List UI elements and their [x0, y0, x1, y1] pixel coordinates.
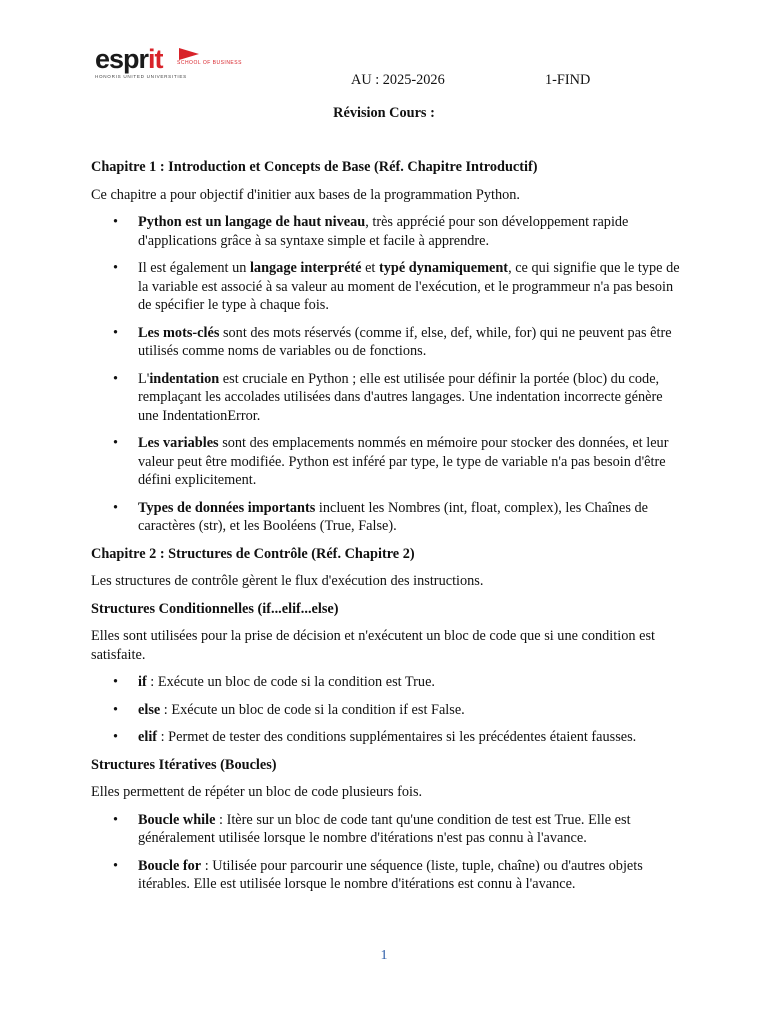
bullet-bold-text: Boucle for: [138, 857, 202, 874]
bullet-text: : Utilisée pour parcourir une séquence (liste, tuple, chaîne) ou d'autres objets itérables. Elle est utilisée lorsque le nombre d'itérations est connu à l'avance.: [138, 857, 643, 892]
list-item: [91, 213, 681, 250]
bullet-text: : Permet de tester des conditions supplémentaires si les précédentes étaient fausses.: [157, 729, 637, 745]
page-number: 1: [380, 948, 388, 963]
bullet-icon: •: [113, 214, 119, 230]
bullet-icon: •: [113, 729, 119, 745]
conditional-list: [91, 673, 681, 747]
chapter2-intro: Les structures de contrôle gèrent le flux d'exécution des instructions.: [91, 573, 484, 589]
chapter1-intro: Ce chapitre a pour objectif d'initier aux bases de la programmation Python.: [91, 186, 520, 203]
bullet-text: : Exécute un bloc de code si la condition est True.: [146, 674, 435, 690]
bullet-icon: •: [113, 435, 119, 451]
list-item: [91, 434, 681, 490]
chapter2-heading: Chapitre 2 : Structures de Contrôle (Réf. Chapitre 2): [91, 545, 415, 562]
logo-flag-icon: [179, 48, 199, 60]
bullet-bold-text: if: [138, 674, 147, 690]
list-item: [91, 370, 681, 426]
logo-school-text: SCHOOL OF BUSINESS: [177, 60, 242, 66]
list-item: [91, 259, 681, 315]
bullet-icon: •: [113, 370, 119, 387]
bullet-text: : Exécute un bloc de code si la condition if est False.: [160, 701, 465, 718]
bullet-bold-text: elif: [138, 729, 158, 745]
bullet-bold-text: Boucle while: [138, 811, 216, 828]
bullet-bold-text: langage interprété: [249, 260, 362, 276]
bullet-text: Il est également un: [138, 260, 250, 276]
bullet-icon: •: [113, 324, 119, 341]
academic-year: AU : 2025-2026: [351, 72, 445, 88]
bullet-text: est cruciale en Python ; elle est utilisée pour définir la portée (bloc) du code, remplaçant les accolades utilisées dans d'autres langages. Une indentation incorrecte génère une IndentationError.: [138, 370, 663, 424]
bullet-text: sont des mots réservés (comme if, else, def, while, for) qui ne peuvent pas être utilisés comme noms de variables ou de fonctions.: [138, 324, 672, 359]
bullet-icon: •: [113, 811, 119, 828]
bullet-bold-text: Les mots-clés: [138, 324, 220, 341]
logo-tagline: HONORIS UNITED UNIVERSITIES: [95, 74, 187, 79]
chapter1-list: [91, 213, 681, 536]
bullet-text: et: [361, 260, 379, 276]
bullet-bold-text: indentation: [149, 370, 220, 387]
conditional-intro: Elles sont utilisées pour la prise de décision et n'exécutent un bloc de code que si une condition est satisfaite.: [91, 628, 655, 663]
bullet-text: L': [138, 370, 150, 387]
iterative-list: [91, 811, 681, 894]
list-item: [91, 811, 681, 848]
bullet-bold-text: Python est un langage de haut niveau: [138, 214, 366, 230]
bullet-text: : Itère sur un bloc de code tant qu'une condition de test est True. Elle est généralement utilisée lorsque le nombre d'itérations n'est pas connu à l'avance.: [138, 811, 631, 846]
bullet-text: , très apprécié pour son développement rapide d'applications grâce à sa syntaxe simple et facile à apprendre.: [138, 214, 629, 249]
conditional-heading: Structures Conditionnelles (if...elif...else): [91, 600, 339, 617]
bullet-icon: •: [113, 701, 119, 718]
list-item: [91, 673, 681, 692]
esprit-logo: [95, 44, 242, 82]
document-body: [91, 158, 681, 903]
page-title: Révision Cours :: [333, 105, 435, 121]
bullet-text: sont des emplacements nommés en mémoire pour stocker des données, et leur valeur peut être modifiée. Python est inféré par type, le type de variable n'a pas besoin d'être défini explicitement.: [138, 435, 669, 488]
bullet-bold-text: else: [138, 701, 161, 718]
list-item: [91, 857, 681, 894]
bullet-icon: •: [113, 499, 119, 516]
list-item: [91, 499, 681, 536]
bullet-bold-text: Les variables: [138, 435, 219, 451]
bullet-text: incluent les Nombres (int, float, complex), les Chaînes de caractères (str), et les Booléens (True, False).: [138, 499, 648, 534]
bullet-text: , ce qui signifie que le type de la variable est associé à sa valeur au moment de l'exécution, et le programmeur n'a pas besoin de spécifier le type à chaque fois.: [138, 260, 680, 313]
bullet-icon: •: [113, 260, 119, 276]
list-item: [91, 701, 681, 720]
iterative-heading: Structures Itératives (Boucles): [91, 756, 277, 773]
list-item: [91, 728, 681, 747]
logo-wordmark: esprit: [95, 44, 163, 74]
class-label: 1-FIND: [545, 72, 591, 88]
bullet-bold-text: typé dynamiquement: [378, 260, 509, 276]
bullet-icon: •: [113, 674, 119, 690]
bullet-bold-text: Types de données importants: [138, 499, 316, 516]
list-item: [91, 324, 681, 361]
iterative-intro: Elles permettent de répéter un bloc de code plusieurs fois.: [91, 784, 423, 800]
bullet-icon: •: [113, 857, 119, 874]
chapter1-heading: Chapitre 1 : Introduction et Concepts de Base (Réf. Chapitre Introductif): [91, 159, 538, 175]
